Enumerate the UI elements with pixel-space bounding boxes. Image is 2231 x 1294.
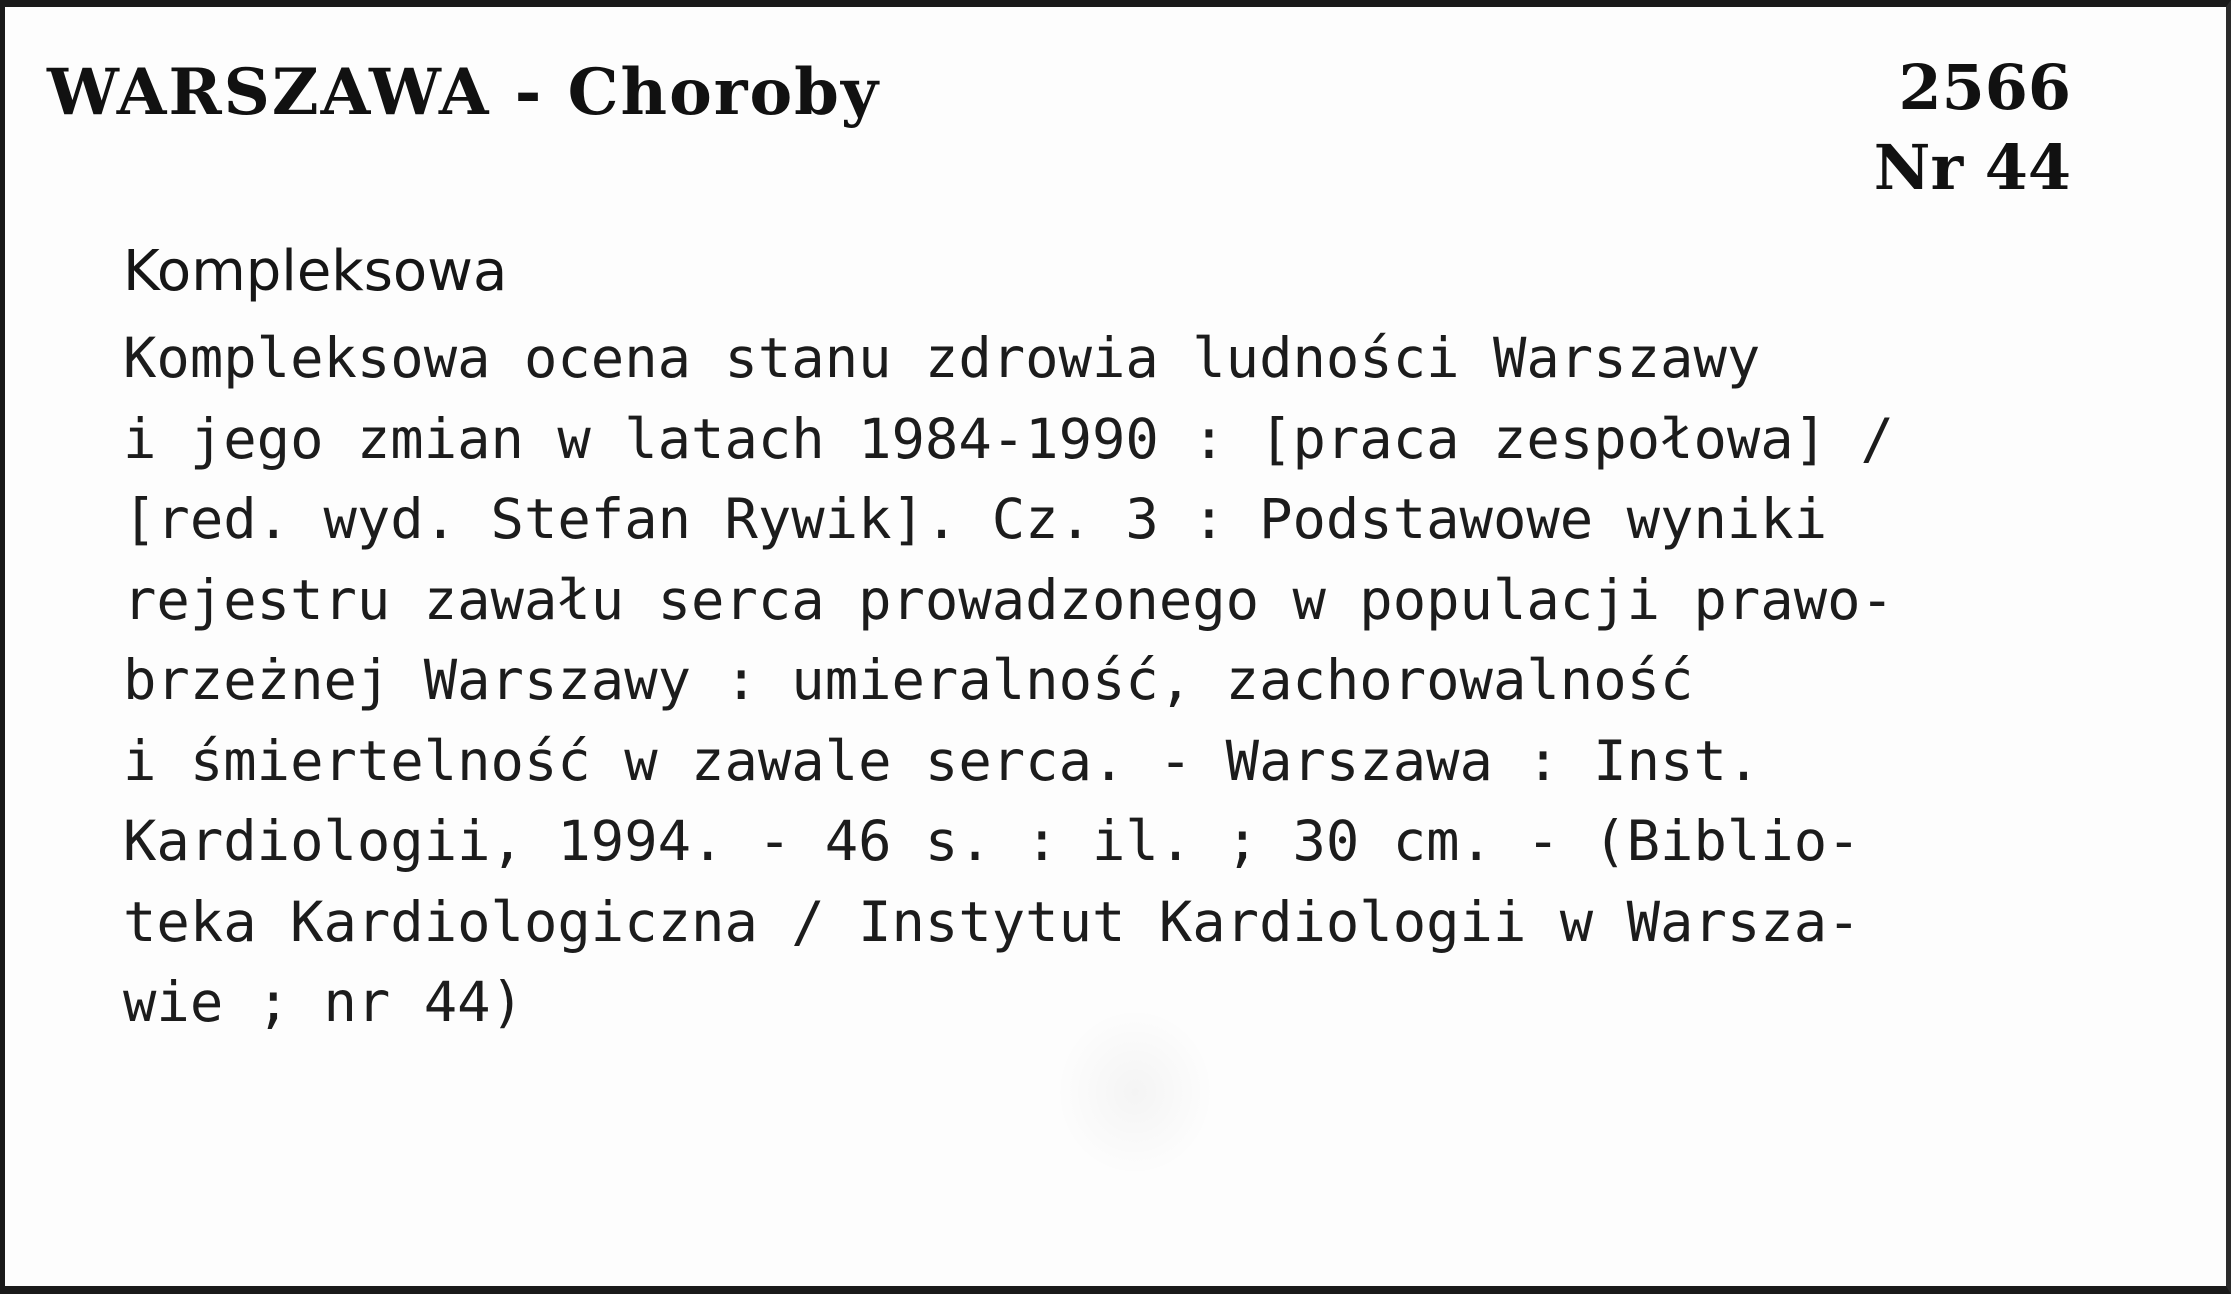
- bibliographic-description: [123, 319, 1894, 1044]
- description-line: rejestru zawału serca prowadzonego w populacji prawo-: [123, 567, 1894, 633]
- description-line: teka Kardiologiczna / Instytut Kardiologii w Warsza-: [123, 889, 1861, 955]
- faint-stamp-mark: [1055, 1007, 1215, 1177]
- description-line: [red. wyd. Stefan Rywik]. Cz. 3 : Podstawowe wyniki: [123, 487, 1828, 552]
- description-line: brzeżnej Warszawy : umieralność, zachorowalność: [123, 648, 1694, 713]
- card-heading: WARSZAWA - Choroby: [47, 55, 881, 130]
- description-line: i śmiertelność w zawale serca. - Warszawa : Inst.: [123, 728, 1761, 794]
- description-line: wie ; nr 44): [123, 970, 524, 1035]
- series-number: Nr 44: [1873, 131, 2071, 204]
- call-number: 2566: [1898, 51, 2071, 124]
- subject-heading: Kompleksowa: [123, 239, 508, 304]
- description-line: Kompleksowa ocena stanu zdrowia ludności Warszawy: [123, 326, 1761, 391]
- description-line: Kardiologii, 1994. - 46 s. : il. ; 30 cm. - (Biblio-: [123, 809, 1861, 874]
- description-line: i jego zmian w latach 1984-1990 : [praca zespołowa] /: [123, 406, 1894, 472]
